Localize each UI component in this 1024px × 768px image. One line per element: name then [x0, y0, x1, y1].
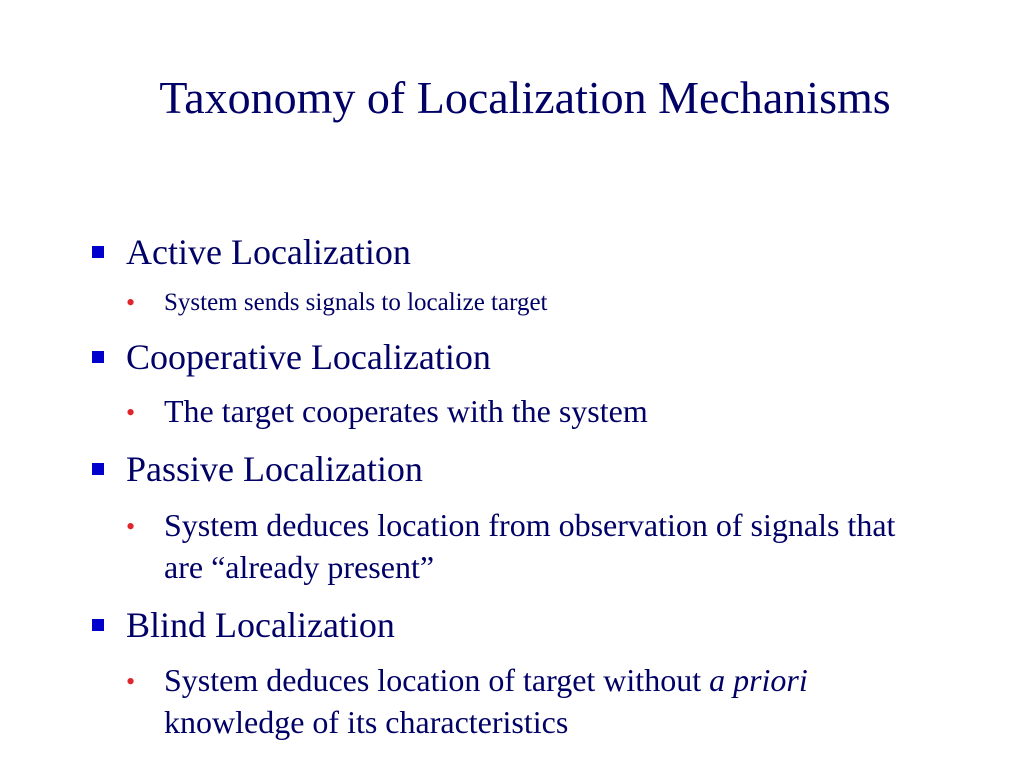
- sub-bullet-text: The target cooperates with the system: [164, 393, 648, 429]
- slide-title: Taxonomy of Localization Mechanisms: [159, 72, 891, 123]
- round-bullet-icon: •: [126, 667, 136, 696]
- sub-bullet-text-start: System deduces location of target without: [164, 662, 710, 698]
- bullet-heading: Passive Localization: [126, 449, 423, 489]
- sub-bullet-text: System deduces location from observation of signals that are “already present”: [164, 507, 896, 585]
- bullet-heading: Cooperative Localization: [126, 337, 491, 377]
- square-bullet-icon: [92, 463, 104, 475]
- bullet-heading: Blind Localization: [126, 605, 395, 645]
- sub-bullet-text-end: knowledge of its characteristics: [164, 704, 569, 740]
- round-bullet-icon: •: [126, 288, 136, 317]
- sub-bullet-text: [164, 659, 904, 743]
- round-bullet-icon: •: [126, 512, 136, 541]
- square-bullet-icon: [92, 351, 104, 363]
- bullet-heading: Active Localization: [126, 232, 411, 272]
- sub-bullet-text: System sends signals to localize target: [164, 289, 548, 316]
- square-bullet-icon: [92, 619, 104, 631]
- round-bullet-icon: •: [126, 398, 136, 427]
- emphasis-a-priori: a priori: [709, 662, 808, 698]
- square-bullet-icon: [92, 246, 104, 258]
